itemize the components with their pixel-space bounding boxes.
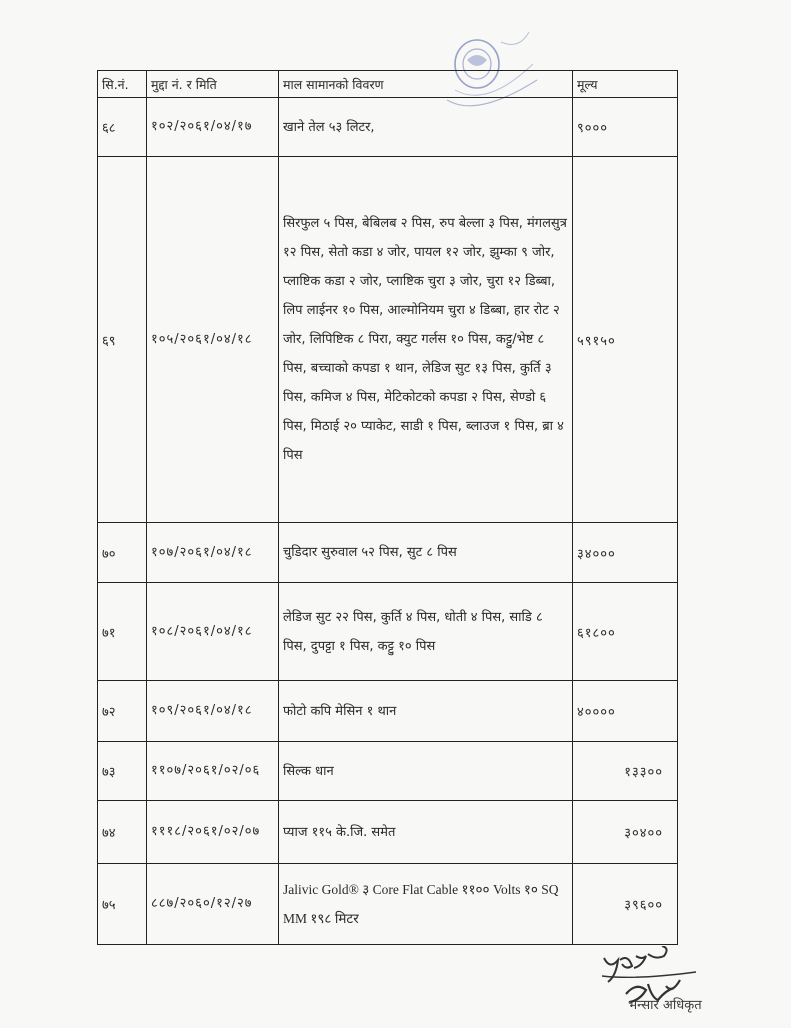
row-value: ३९६०० — [573, 864, 678, 945]
table-header-row — [98, 71, 678, 98]
row-serial: ७४ — [98, 801, 147, 864]
row-description: चुडिदार सुरुवाल ५२ पिस, सुट ८ पिस — [279, 523, 573, 583]
row-serial: ७३ — [98, 742, 147, 801]
row-serial: ६९ — [98, 157, 147, 523]
row-value: ३४००० — [573, 523, 678, 583]
row-case-date: १०८/२०६१/०४/१८ — [147, 583, 279, 681]
table-row — [98, 98, 678, 157]
row-case-date: ८८७/२०६०/१२/२७ — [147, 864, 279, 945]
header-serial: सि.नं. — [98, 71, 147, 98]
row-serial: ७१ — [98, 583, 147, 681]
table-row — [98, 742, 678, 801]
table-row — [98, 864, 678, 945]
row-value: १३३०० — [573, 742, 678, 801]
row-serial: ७२ — [98, 681, 147, 742]
header-case-date: मुद्दा नं. र मिति — [147, 71, 279, 98]
row-case-date: ११०७/२०६१/०२/०६ — [147, 742, 279, 801]
row-description: प्याज ११५ के.जि. समेत — [279, 801, 573, 864]
row-case-date: १११८/२०६१/०२/०७ — [147, 801, 279, 864]
row-serial: ६८ — [98, 98, 147, 157]
officer-label: भन्सार अधिकृत — [628, 998, 702, 1013]
row-case-date: १०९/२०६१/०४/१८ — [147, 681, 279, 742]
row-description: लेडिज सुट २२ पिस, कुर्ति ४ पिस, धोती ४ पिस, साडि ८ पिस, दुपट्टा १ पिस, कट्टु १० पिस — [279, 583, 573, 681]
row-serial: ७५ — [98, 864, 147, 945]
header-value: मूल्य — [573, 71, 678, 98]
row-description: सिरफुल ५ पिस, बेबिलब २ पिस, रुप बेल्ला ३ पिस, मंगलसुत्र १२ पिस, सेतो कडा ४ जोर, पायल १२ जोर, झुम्का ९ जोर, प्लाष्टिक कडा २ जोर, प्लाष्टिक चुरा ३ जोर, चुरा १२ डिब्बा, लिप लाईनर १० पिस, आल्मोनियम चुरा ४ डिब्बा, हार रोट २ जोर, लिपिष्टिक ८ पिरा, क्युट गर्लस १० पिस, कट्टु/भेष्ट ८ पिस, बच्चाको कपडा १ थान, लेडिज सुट १३ पिस, कुर्ति ३ पिस, कमिज ४ पिस, मेटिकोटको कपडा २ पिस, सेण्डो ६ पिस, मिठाई २० प्याकेट, साडी १ पिस, ब्लाउज १ पिस, ब्रा ४ पिस — [279, 157, 573, 523]
row-description: फोटो कपि मेसिन १ थान — [279, 681, 573, 742]
row-value: ६१८०० — [573, 583, 678, 681]
row-description: Jalivic Gold® ३ Core Flat Cable ११०० Volts १० SQ MM १९८ मिटर — [279, 864, 573, 945]
table-row — [98, 801, 678, 864]
table-row — [98, 681, 678, 742]
row-case-date: १०२/२०६१/०४/१७ — [147, 98, 279, 157]
header-description: माल सामानको विवरण — [279, 71, 573, 98]
table-row — [98, 157, 678, 523]
row-value: ९००० — [573, 98, 678, 157]
row-value: ५९१५० — [573, 157, 678, 523]
goods-table — [97, 70, 678, 945]
row-description: सिल्क धान — [279, 742, 573, 801]
row-case-date: १०७/२०६१/०४/१८ — [147, 523, 279, 583]
row-description: खाने तेल ५३ लिटर, — [279, 98, 573, 157]
table-row — [98, 583, 678, 681]
row-value: ४०००० — [573, 681, 678, 742]
table-row — [98, 523, 678, 583]
row-case-date: १०५/२०६१/०४/१८ — [147, 157, 279, 523]
row-value: ३०४०० — [573, 801, 678, 864]
row-serial: ७० — [98, 523, 147, 583]
